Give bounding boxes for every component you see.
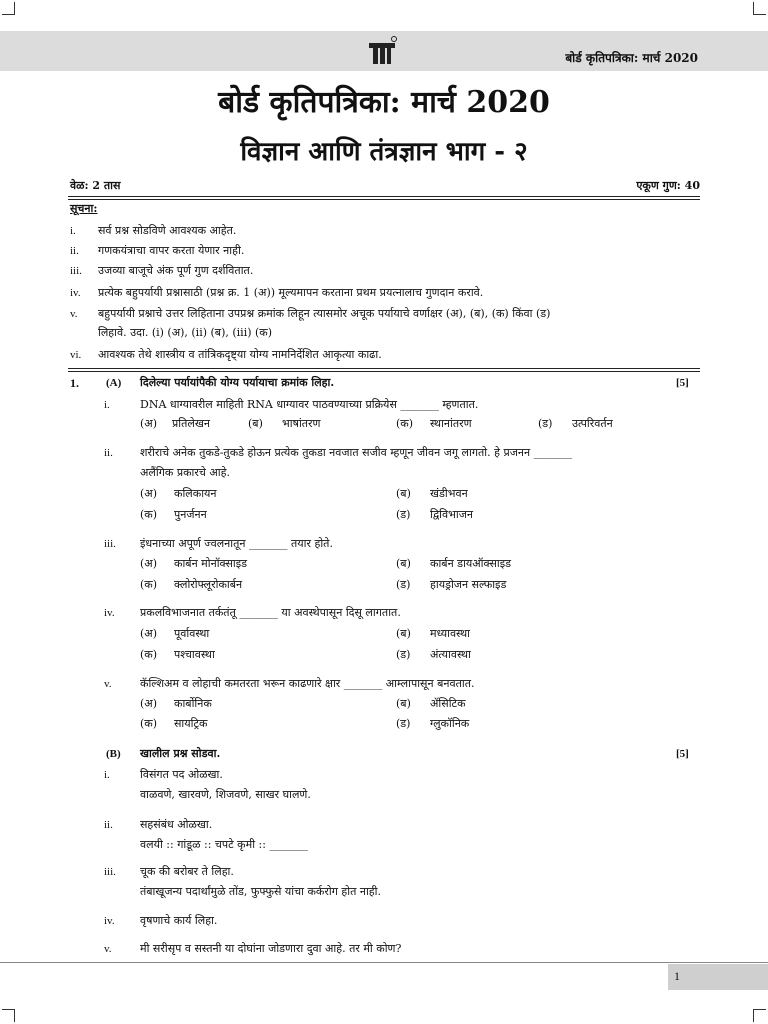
- instruction-text: लिहावे. उदा. (i) (अ), (ii) (ब), (iii) (क): [98, 326, 273, 339]
- question-number: 1.: [70, 376, 79, 390]
- option-text: ग्लुकॉनिक: [430, 717, 470, 730]
- instruction-number: i.: [70, 225, 76, 237]
- option-label: (क): [140, 578, 158, 591]
- section-label: (B): [106, 748, 121, 760]
- subquestion-text: शरीराचे अनेक तुकडे-तुकडे होऊन प्रत्येक तुकडा नवजात सजीव म्हणून जीवन जगू लागतो. हे प्रजनन _______: [140, 446, 573, 459]
- option-text: मध्यावस्था: [430, 627, 470, 640]
- subquestion-number: v.: [104, 678, 112, 690]
- subquestion-text: सहसंबंध ओळखा.: [140, 818, 213, 831]
- option-label: (अ): [140, 557, 157, 570]
- instruction-text: गणकयंत्राचा वापर करता येणार नाही.: [98, 244, 245, 257]
- subquestion-text: DNA धाग्यावरील माहिती RNA धाग्यावर पाठवण्याच्या प्रक्रियेस _______ म्हणतात.: [140, 398, 479, 411]
- crop-mark: [2, 2, 15, 15]
- option-label: (क): [396, 417, 414, 430]
- option-label: (ड): [396, 648, 411, 661]
- subquestion-text: इंधनाच्या अपूर्ण ज्वलनातून _______ तयार होते.: [140, 537, 333, 550]
- subquestion-number: iv.: [104, 607, 115, 619]
- instruction-text: सर्व प्रश्न सोडविणे आवश्यक आहेत.: [98, 224, 237, 237]
- instruction-number: iv.: [70, 287, 81, 299]
- page-title: बोर्ड कृतिपत्रिका: मार्च 2020: [218, 85, 550, 120]
- option-label: (अ): [140, 487, 157, 500]
- subquestion-text: अलैंगिक प्रकारचे आहे.: [140, 466, 230, 479]
- subquestion-text: विसंगत पद ओळखा.: [140, 768, 223, 781]
- instruction-text: प्रत्येक बहुपर्यायी प्रश्नासाठी (प्रश्न क्र. 1 (अ)) मूल्यमापन करताना प्रथम प्रयत्नालाच गुणदान करावे.: [98, 286, 484, 299]
- option-text: पुनर्जनन: [174, 508, 207, 521]
- instruction-number: ii.: [70, 245, 79, 257]
- option-text: प्रतिलेखन: [172, 417, 210, 430]
- running-title: बोर्ड कृतिपत्रिका: मार्च 2020: [565, 51, 698, 65]
- option-label: (क): [140, 508, 158, 521]
- option-text: स्थानांतरण: [430, 417, 472, 430]
- publisher-logo-icon: [366, 35, 398, 67]
- subquestion-number: i.: [104, 399, 110, 411]
- option-text: कार्बन मोनॉक्साइड: [174, 557, 248, 570]
- footer-line: [0, 962, 768, 963]
- option-text: अंत्यावस्था: [430, 648, 471, 661]
- option-text: क्लोरोफ्लूरोकार्बन: [174, 578, 243, 591]
- option-label: (ब): [396, 557, 411, 570]
- option-text: द्विविभाजन: [430, 508, 473, 521]
- instruction-number: v.: [70, 308, 78, 320]
- subquestion-number: ii.: [104, 447, 113, 459]
- option-label: (अ): [140, 697, 157, 710]
- instructions-heading: सूचना:: [70, 202, 98, 215]
- divider: [68, 371, 700, 372]
- subquestion-number: i.: [104, 769, 110, 781]
- subquestion-text: तंबाखूजन्य पदार्थांमुळे तोंड, फुफ्फुसे यांचा कर्करोग होत नाही.: [140, 885, 381, 898]
- section-marks: [5]: [676, 377, 689, 389]
- time-allowed: वेळ: 2 तास: [70, 179, 121, 192]
- option-label: (ब): [396, 487, 411, 500]
- divider: [68, 368, 700, 369]
- option-text: खंडीभवन: [430, 487, 468, 500]
- subquestion-text: कॅल्शिअम व लोहाची कमतरता भरून काढणारे क्षार _______ आम्लापासून बनवतात.: [140, 677, 475, 690]
- option-text: कार्बन डायऑक्साइड: [430, 557, 512, 570]
- option-text: हायड्रोजन सल्फाइड: [430, 578, 507, 591]
- instruction-text: आवश्यक तेथे शास्त्रीय व तांत्रिकदृष्ट्या योग्य नामनिर्देशित आकृत्या काढा.: [98, 348, 382, 361]
- instruction-text: उजव्या बाजूचे अंक पूर्ण गुण दर्शवितात.: [98, 264, 254, 277]
- option-label: (ड): [396, 578, 411, 591]
- page-number-box: [668, 964, 768, 990]
- subquestion-text: वलयी :: गांडूळ :: चपटे कृमी :: _______: [140, 838, 308, 851]
- option-label: (क): [140, 648, 158, 661]
- crop-mark: [753, 1009, 766, 1022]
- option-text: पूर्वावस्था: [174, 627, 210, 640]
- page-subtitle: विज्ञान आणि तंत्रज्ञान भाग - २: [240, 137, 528, 167]
- option-label: (ड): [396, 717, 411, 730]
- option-text: सायट्रिक: [174, 717, 208, 730]
- option-text: कलिकायन: [174, 487, 217, 500]
- subquestion-text: मी सरीसृप व सस्तनी या दोघांना जोडणारा दुवा आहे. तर मी कोण?: [140, 942, 402, 955]
- subquestion-text: वाळवणे, खारवणे, शिजवणे, साखर घालणे.: [140, 788, 311, 801]
- section-label: (A): [106, 377, 122, 389]
- option-text: पश्चावस्था: [174, 648, 215, 661]
- instruction-number: iii.: [70, 265, 82, 277]
- option-text: उत्परिवर्तन: [572, 417, 613, 430]
- divider: [68, 196, 700, 197]
- option-text: कार्बोनिक: [174, 697, 212, 710]
- subquestion-number: iii.: [104, 538, 116, 550]
- subquestion-number: v.: [104, 943, 112, 955]
- instruction-number: vi.: [70, 349, 82, 361]
- section-marks: [5]: [676, 748, 689, 760]
- subquestion-number: iv.: [104, 915, 115, 927]
- option-label: (ड): [396, 508, 411, 521]
- total-marks: एकूण गुण: 40: [636, 179, 700, 192]
- subquestion-text: वृषणाचे कार्य लिहा.: [140, 914, 218, 927]
- option-label: (अ): [140, 627, 157, 640]
- option-label: (अ): [140, 417, 157, 430]
- option-label: (क): [140, 717, 158, 730]
- option-text: भाषांतरण: [282, 417, 321, 430]
- subquestion-text: प्रकलविभाजनात तर्कतंतू _______ या अवस्थेपासून दिसू लागतात.: [140, 606, 401, 619]
- page-number: 1: [674, 969, 680, 983]
- section-title: दिलेल्या पर्यायांपैकी योग्य पर्यायाचा क्रमांक लिहा.: [140, 376, 335, 389]
- subquestion-text: चूक की बरोबर ते लिहा.: [140, 865, 234, 878]
- divider: [68, 199, 700, 200]
- option-label: (ब): [396, 697, 411, 710]
- option-label: (ड): [538, 417, 553, 430]
- option-label: (ब): [396, 627, 411, 640]
- subquestion-number: ii.: [104, 819, 113, 831]
- crop-mark: [2, 1009, 15, 1022]
- crop-mark: [753, 2, 766, 15]
- instruction-text: बहुपर्यायी प्रश्नाचे उत्तर लिहिताना उपप्रश्न क्रमांक लिहून त्यासमोर अचूक पर्यायाचे वर्णाक्षर (अ), (ब), (क) किंवा (ड): [98, 307, 551, 320]
- option-text: ॲसिटिक: [430, 697, 466, 710]
- option-label: (ब): [248, 417, 263, 430]
- subquestion-number: iii.: [104, 866, 116, 878]
- section-title: खालील प्रश्न सोडवा.: [140, 747, 221, 760]
